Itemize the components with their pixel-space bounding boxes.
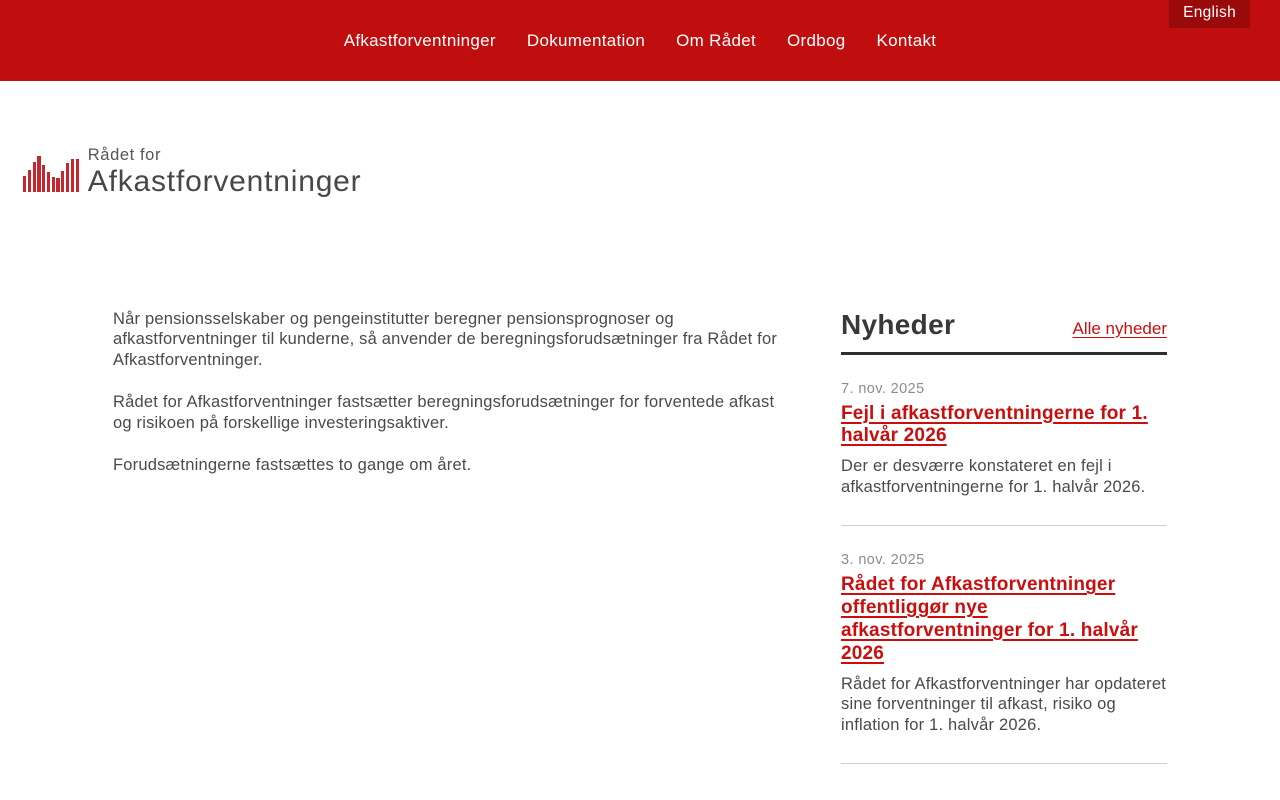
news-item-date: 7. nov. 2025 bbox=[841, 380, 925, 397]
nav-item-om-raadet[interactable]: Om Rådet bbox=[676, 30, 757, 50]
logo-bar bbox=[37, 156, 40, 192]
logo-bar bbox=[66, 163, 69, 192]
news-item-date: 3. nov. 2025 bbox=[841, 552, 925, 569]
news-item-summary: Rådet for Afkastforventninger har opdateret sine forventninger til afkast, risiko og inflation for 1. halvår 2026. bbox=[841, 674, 1167, 734]
language-switch-button[interactable]: English bbox=[1169, 0, 1250, 28]
logo-bar bbox=[76, 159, 79, 192]
logo-bar bbox=[47, 172, 50, 192]
logo-main-line: Afkastforventninger bbox=[87, 164, 362, 198]
news-item-headline-link[interactable]: Fejl i afkastforventningerne for 1. halvår 2026 bbox=[841, 402, 1148, 447]
intro-paragraph-2: Rådet for Afkastforventninger fastsætter beregningsforudsætninger for forventede afkast og risikoen på forskellige investeringsaktiver. bbox=[113, 393, 775, 433]
logo-bar bbox=[42, 165, 45, 192]
all-news-link[interactable]: Alle nyheder bbox=[1072, 318, 1167, 338]
logo-bar bbox=[33, 162, 36, 192]
nav-item-ordbog[interactable]: Ordbog bbox=[787, 30, 846, 50]
news-header bbox=[841, 309, 1167, 355]
news-item bbox=[841, 355, 1167, 527]
site-logo[interactable] bbox=[23, 147, 1280, 197]
logo-bar bbox=[56, 178, 59, 192]
news-item-headline-link[interactable]: Rådet for Afkastforventninger offentliggør nye afkastforventninger for 1. halvår 2026 bbox=[841, 574, 1138, 664]
news-sidebar bbox=[841, 309, 1167, 765]
intro-text-section bbox=[113, 309, 789, 498]
nav-item-dokumentation[interactable]: Dokumentation bbox=[526, 30, 646, 50]
logo-top-line: Rådet for bbox=[87, 146, 162, 164]
logo-text bbox=[88, 147, 362, 197]
logo-bar bbox=[52, 177, 55, 192]
logo-bar bbox=[71, 159, 74, 192]
intro-paragraph-1: Når pensionsselskaber og pengeinstitutter beregner pensionsprognoser og afkastforventninger til kunderne, så anvender de beregningsforudsætninger fra Rådet for Afkastforventninger. bbox=[113, 309, 778, 370]
news-section-title: Nyheder bbox=[841, 308, 956, 340]
logo-bar bbox=[61, 171, 64, 192]
logo-bar bbox=[23, 176, 26, 192]
logo-bar bbox=[28, 170, 31, 192]
bar-chart-logo-icon bbox=[23, 159, 79, 197]
main-content bbox=[113, 309, 1167, 765]
intro-paragraph-3: Forudsætningerne fastsættes to gange om året. bbox=[113, 456, 472, 475]
nav-item-afkastforventninger[interactable]: Afkastforventninger bbox=[343, 30, 496, 50]
news-item bbox=[841, 526, 1167, 764]
nav-item-kontakt[interactable]: Kontakt bbox=[876, 30, 937, 50]
top-navigation-bar bbox=[0, 0, 1280, 81]
news-item-summary: Der er desværre konstateret en fejl i afkastforventningerne for 1. halvår 2026. bbox=[841, 457, 1146, 496]
